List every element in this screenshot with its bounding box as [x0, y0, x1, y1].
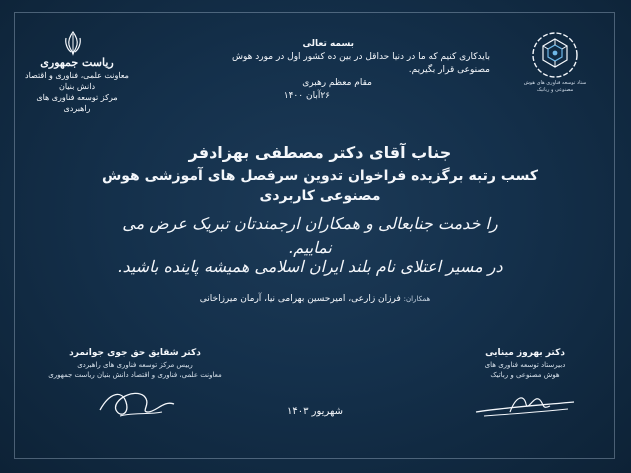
logo-caption: ستاد توسعه فناوری های هوش مصنوعی و رباتیک: [523, 80, 587, 93]
wish-line: در مسیر اعتلای نام بلند ایران اسلامی همیشه پاینده باشید.: [117, 257, 503, 276]
iran-emblem-icon: [62, 30, 84, 56]
honoree-name: جناب آقای دکتر مصطفی بهزادفر: [188, 143, 452, 162]
issue-date: شهریور ۱۴۰۳: [287, 406, 343, 417]
signature-left-scribble: [90, 382, 180, 422]
org-left-line1: ریاست جمهوری: [40, 56, 114, 69]
collaborators-names: فرزان زارعی، امیرحسین بهرامی نیا، آرمان میرزاخانی: [199, 294, 401, 304]
org-left-line2: معاونت علمی، فناوری و اقتصاد دانش بنیان: [25, 71, 129, 91]
signer-right-role1: دبیرستاد توسعه فناوری های: [484, 361, 566, 369]
collaborators: [150, 293, 480, 306]
quote-source: مقام معظم رهبری: [302, 78, 372, 88]
congrats-line: را خدمت جنابعالی و همکاران ارجمندتان تبریک عرض می نماییم.: [122, 214, 498, 257]
signer-left-role2: معاونت علمی، فناوری و اقتصاد دانش بنیان ریاست جمهوری: [48, 371, 222, 379]
collaborators-label: همکاران:: [403, 295, 431, 303]
signature-right: [440, 347, 610, 422]
signature-left: [40, 347, 230, 422]
org-left-line3: مرکز توسعه فناوری های راهبردی: [36, 93, 118, 113]
quote-date: ۲۶آبان ۱۴۰۰: [283, 91, 330, 101]
header-quote-block: [200, 38, 490, 103]
leader-quote: بایدکاری کنیم که ما در دنیا حداقل در بین ده کشور اول در مورد هوش مصنوعی قرار بگیریم.: [232, 52, 490, 75]
signer-left-name: دکتر شقایق حق جوی جوانمرد: [69, 348, 201, 358]
org-left: [22, 56, 132, 114]
signer-right-name: دکتر بهروز مینایی: [485, 348, 565, 358]
award-title: کسب رتبه برگزیده فراخوان تدوین سرفصل های آموزشی هوش مصنوعی کاربردی: [101, 168, 539, 204]
signer-right-role2: هوش مصنوعی و رباتیک: [490, 371, 560, 379]
signature-right-scribble: [470, 382, 580, 422]
ai-hexagon-logo-icon: [530, 30, 580, 80]
signer-left-role1: رییس مرکز توسعه فناوری های راهبردی: [77, 361, 193, 369]
basmala: بسمه تعالی: [302, 39, 354, 49]
